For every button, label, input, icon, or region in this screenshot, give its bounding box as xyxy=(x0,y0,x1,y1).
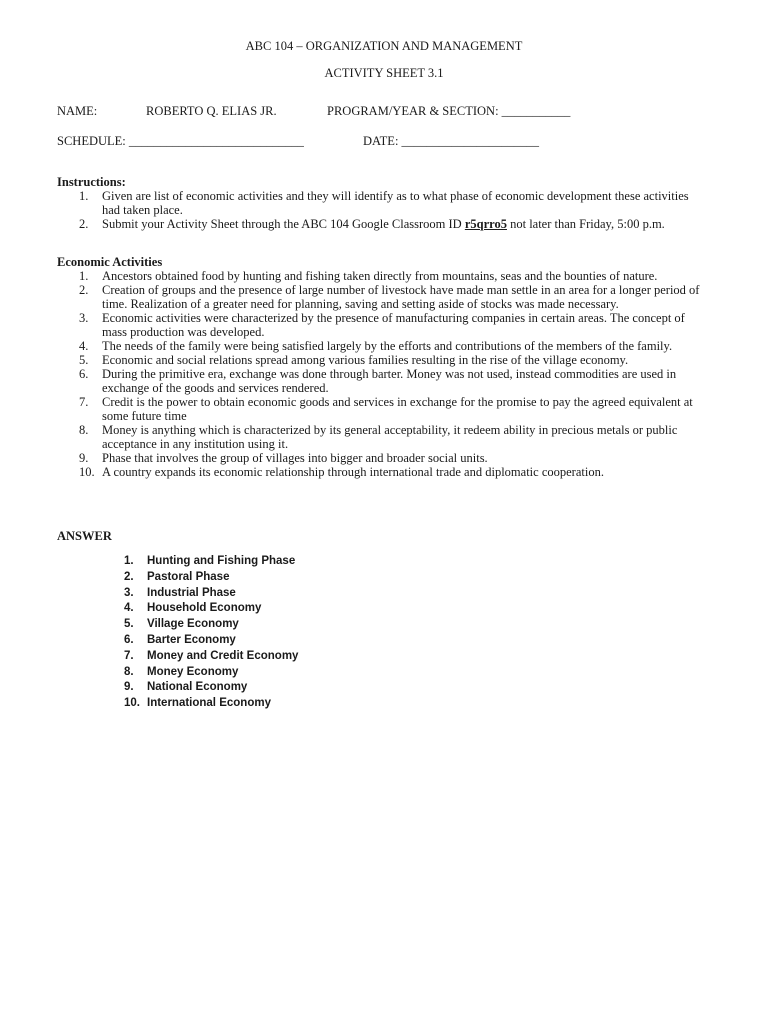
item-text: Economic and social relations spread among various families resulting in the rise of the village economy. xyxy=(102,353,629,367)
list-item xyxy=(57,283,707,311)
answer-text: Industrial Phase xyxy=(147,586,236,599)
answer-text: Pastoral Phase xyxy=(147,570,230,583)
list-item xyxy=(57,189,707,217)
answer-text: Hunting and Fishing Phase xyxy=(147,555,296,567)
answer-list xyxy=(124,554,298,712)
answer-number: 1. xyxy=(124,555,134,567)
answer-item xyxy=(124,696,298,712)
answer-item xyxy=(124,665,298,681)
instructions-list xyxy=(57,189,707,231)
item-text: Money is anything which is characterized by its general acceptability, it redeem ability in precious metals or public acceptance in any institution using it. xyxy=(102,423,678,451)
answer-text: Household Economy xyxy=(147,602,262,615)
answer-text: International Economy xyxy=(147,697,271,710)
answer-item xyxy=(124,633,298,649)
answer-item xyxy=(124,617,298,633)
item-number: 4. xyxy=(79,339,89,353)
list-item xyxy=(57,311,707,339)
item-number: 7. xyxy=(79,395,89,409)
list-item xyxy=(57,465,707,479)
answer-item xyxy=(124,649,298,665)
item-text: The needs of the family were being satisfied largely by the efforts and contributions of the members of the family. xyxy=(102,339,673,353)
answer-text: Village Economy xyxy=(147,618,239,631)
answer-number: 4. xyxy=(124,602,134,615)
answer-item xyxy=(124,680,298,696)
list-item xyxy=(57,353,707,367)
answer-number: 3. xyxy=(124,586,134,599)
item-text: A country expands its economic relationship through international trade and diplomatic cooperation. xyxy=(102,465,604,479)
instructions-heading: Instructions: xyxy=(57,175,126,189)
list-item xyxy=(57,395,707,423)
program-year-section-field: PROGRAM/YEAR & SECTION: ___________ xyxy=(327,104,571,118)
answer-item xyxy=(124,554,298,570)
answer-number: 6. xyxy=(124,633,134,646)
answer-number: 9. xyxy=(124,681,134,694)
list-item xyxy=(57,451,707,465)
answer-text: Barter Economy xyxy=(147,633,236,646)
item-text: Ancestors obtained food by hunting and fishing taken directly from mountains, seas and the bounties of nature. xyxy=(102,269,658,283)
item-text: Creation of groups and the presence of large number of livestock have made man settle in an area for a longer period of time. Realization of a greater need for planning, saving and setting aside of stocks was made necessary. xyxy=(102,283,700,311)
answer-number: 10. xyxy=(124,697,140,710)
answer-number: 8. xyxy=(124,665,134,678)
classroom-code: r5qrro5 xyxy=(464,217,507,231)
item-number: 5. xyxy=(79,353,89,367)
answer-heading: ANSWER xyxy=(57,529,112,543)
item-text xyxy=(102,217,707,231)
item-number: 2. xyxy=(79,217,89,231)
item-text: Credit is the power to obtain economic goods and services in exchange for the promise to pay the agreed equivalent at some future time xyxy=(102,395,693,423)
item-number: 1. xyxy=(79,269,89,283)
item-number: 3. xyxy=(79,311,89,325)
answer-number: 7. xyxy=(124,649,134,662)
name-value: ROBERTO Q. ELIAS JR. xyxy=(146,104,277,118)
item-number: 9. xyxy=(79,451,89,465)
answer-number: 2. xyxy=(124,570,134,583)
answer-item xyxy=(124,570,298,586)
economic-activities-heading: Economic Activities xyxy=(57,255,163,269)
answer-text: National Economy xyxy=(147,681,248,694)
answer-text: Money Economy xyxy=(147,665,239,678)
list-item xyxy=(57,367,707,395)
item-text-before: Submit your Activity Sheet through the ABC 104 Google Classroom ID xyxy=(102,217,465,231)
name-label: NAME: xyxy=(57,104,98,118)
item-number: 6. xyxy=(79,367,89,381)
list-item xyxy=(57,217,707,231)
item-number: 2. xyxy=(79,283,89,297)
answer-text: Money and Credit Economy xyxy=(147,649,299,662)
item-number: 1. xyxy=(79,189,89,203)
date-field: DATE: ______________________ xyxy=(363,134,540,148)
answer-item xyxy=(124,601,298,617)
item-number: 10. xyxy=(79,465,95,479)
list-item xyxy=(57,269,707,283)
list-item xyxy=(57,339,707,353)
economic-activities-list xyxy=(57,269,707,479)
answer-item xyxy=(124,586,298,602)
course-title: ABC 104 – ORGANIZATION AND MANAGEMENT xyxy=(245,39,523,53)
item-text: During the primitive era, exchange was done through barter. Money was not used, instead commodities are used in exchange of the goods and services rendered. xyxy=(102,367,677,395)
list-item xyxy=(57,423,707,451)
item-text-after: not later than Friday, 5:00 p.m. xyxy=(506,217,665,231)
schedule-field: SCHEDULE: ____________________________ xyxy=(57,134,304,148)
item-text: Given are list of economic activities and they will identify as to what phase of economic development these activities had taken place. xyxy=(102,189,689,217)
item-number: 8. xyxy=(79,423,89,437)
item-text: Economic activities were characterized by the presence of manufacturing companies in certain areas. The concept of mass production was developed. xyxy=(102,311,685,339)
sheet-title: ACTIVITY SHEET 3.1 xyxy=(324,66,444,80)
answer-number: 5. xyxy=(124,618,134,631)
item-text: Phase that involves the group of villages into bigger and broader social units. xyxy=(102,451,488,465)
